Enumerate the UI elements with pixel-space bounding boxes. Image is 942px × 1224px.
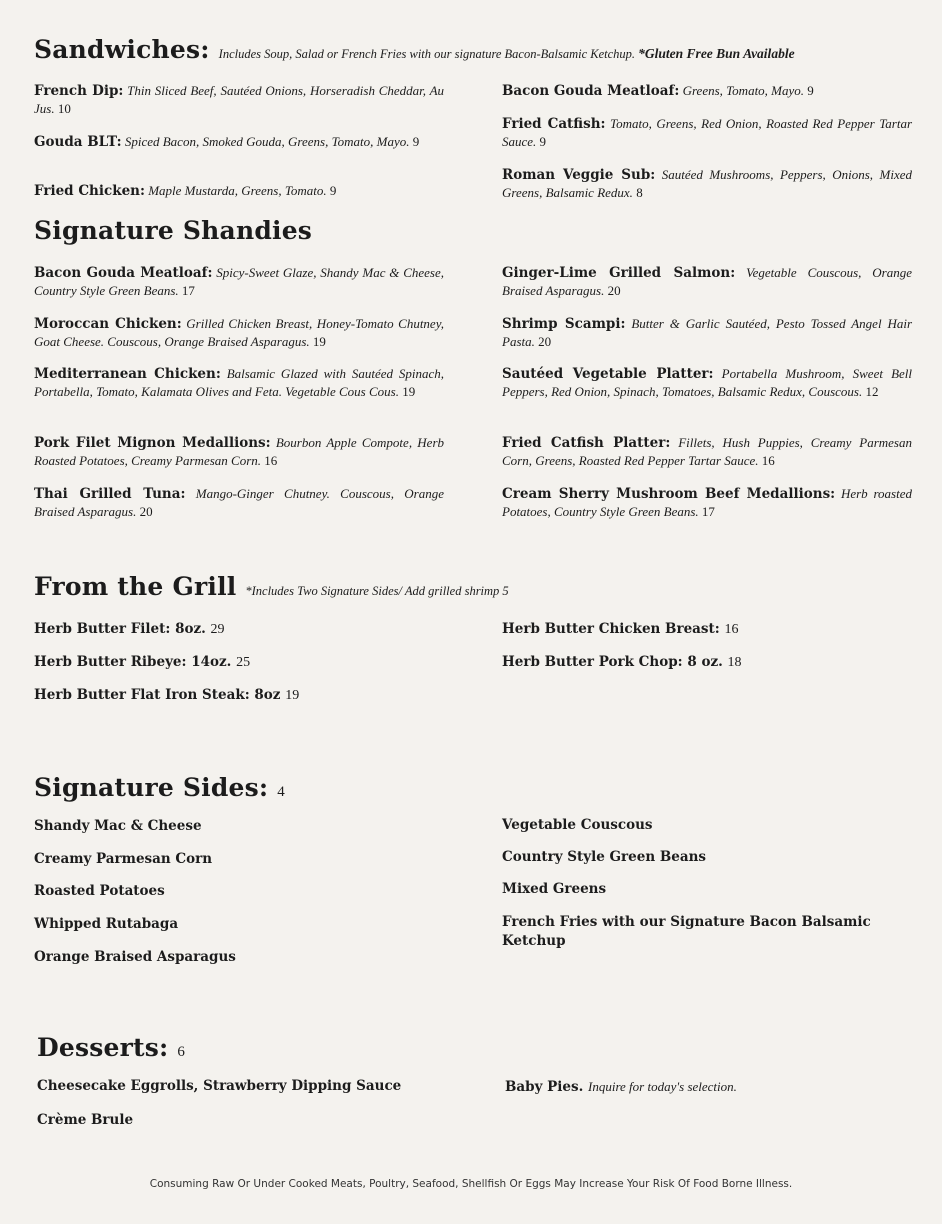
menu-item: Fried Chicken: Maple Mustarda, Greens, Tomato. 9 [34,183,337,199]
desserts-heading [37,1033,185,1062]
menu-item: Herb Butter Pork Chop: 8 oz. 18 [502,654,742,670]
menu-item: Thai Grilled Tuna: Mango-Ginger Chutney. Couscous, Orange Braised Asparagus. 20 [34,486,444,519]
sandwiches-heading [34,35,795,64]
menu-item: Fried Catfish Platter: Fillets, Hush Puppies, Creamy Parmesan Corn, Greens, Roasted Red Pepper Tartar Sauce. 16 [502,435,912,468]
food-safety-disclaimer: Consuming Raw Or Under Cooked Meats, Poultry, Seafood, Shellfish Or Eggs May Increase Your Risk Of Food Borne Illness. [149,1178,793,1190]
side-item: Orange Braised Asparagus [34,949,236,965]
menu-item: Pork Filet Mignon Medallions: Bourbon Apple Compote, Herb Roasted Potatoes, Creamy Parmesan Corn. 16 [34,435,445,468]
side-item: Roasted Potatoes [34,883,165,899]
menu-item: French Dip: Thin Sliced Beef, Sautéed Onions, Horseradish Cheddar, Au Jus. 10 [34,83,445,116]
side-item: Country Style Green Beans [502,849,707,865]
menu-item: Sautéed Vegetable Platter: Portabella Mushroom, Sweet Bell Peppers, Red Onion, Spinach, Tomatoes, Balsamic Redux, Couscous. 12 [502,366,913,399]
menu-item: Cream Sherry Mushroom Beef Medallions: Herb roasted Potatoes, Country Style Green Beans. 17 [502,486,912,519]
side-item: Creamy Parmesan Corn [34,851,213,867]
menu-item: Roman Veggie Sub: Sautéed Mushrooms, Peppers, Onions, Mixed Greens, Balsamic Redux. 8 [502,167,912,200]
menu-item: Bacon Gouda Meatloaf: Greens, Tomato, Mayo. 9 [502,83,814,99]
grill-title: From the Grill [34,572,237,601]
menu-item: Herb Butter Chicken Breast: 16 [502,621,739,637]
menu-item: Gouda BLT: Spiced Bacon, Smoked Gouda, Greens, Tomato, Mayo. 9 [34,134,420,150]
side-item: Mixed Greens [502,881,607,897]
grill-note: *Includes Two Signature Sides/ Add grilled shrimp 5 [245,584,509,598]
desserts-price: 6 [177,1044,186,1060]
sandwiches-title: Sandwiches: [34,35,210,64]
menu-item: Herb Butter Flat Iron Steak: 8oz 19 [34,687,300,703]
side-item: Vegetable Couscous [502,817,653,833]
grill-heading [34,572,509,601]
sides-heading [34,773,285,802]
menu-item: Moroccan Chicken: Grilled Chicken Breast, Honey-Tomato Chutney, Goat Cheese. Couscous, Orange Braised Asparagus. 19 [34,316,445,349]
menu-item: Herb Butter Ribeye: 14oz. 25 [34,654,251,670]
desserts-title: Desserts: [37,1033,169,1062]
menu-item: Bacon Gouda Meatloaf: Spicy-Sweet Glaze, Shandy Mac & Cheese, Country Style Green Beans. 17 [34,265,445,298]
gluten-free-note: *Gluten Free Bun Available [638,46,795,61]
menu-item: Ginger-Lime Grilled Salmon: Vegetable Couscous, Orange Braised Asparagus. 20 [502,265,913,298]
dessert-item: Baby Pies. Inquire for today's selection. [505,1079,737,1095]
menu-item: Mediterranean Chicken: Balsamic Glazed with Sautéed Spinach, Portabella, Tomato, Kalamata Olives and Feta. Vegetable Cous Cous. 19 [34,366,445,399]
sides-price: 4 [277,784,285,800]
menu-item: Fried Catfish: Tomato, Greens, Red Onion, Roasted Red Pepper Tartar Sauce. 9 [502,116,913,149]
side-item: Shandy Mac & Cheese [34,818,202,834]
dessert-item: Crème Brule [37,1112,134,1128]
side-item: French Fries with our Signature Bacon Balsamic Ketchup [502,914,871,949]
shandies-title: Signature Shandies [34,216,313,245]
side-item: Whipped Rutabaga [34,916,179,932]
sides-title: Signature Sides: [34,773,269,802]
menu-item: Herb Butter Filet: 8oz. 29 [34,621,225,637]
menu-item: Shrimp Scampi: Butter & Garlic Sautéed, Pesto Tossed Angel Hair Pasta. 20 [502,316,913,349]
dessert-item: Cheesecake Eggrolls, Strawberry Dipping Sauce [37,1078,402,1094]
sandwiches-note: Includes Soup, Salad or French Fries with our signature Bacon-Balsamic Ketchup. *Gluten Free Bun Available [218,46,795,61]
